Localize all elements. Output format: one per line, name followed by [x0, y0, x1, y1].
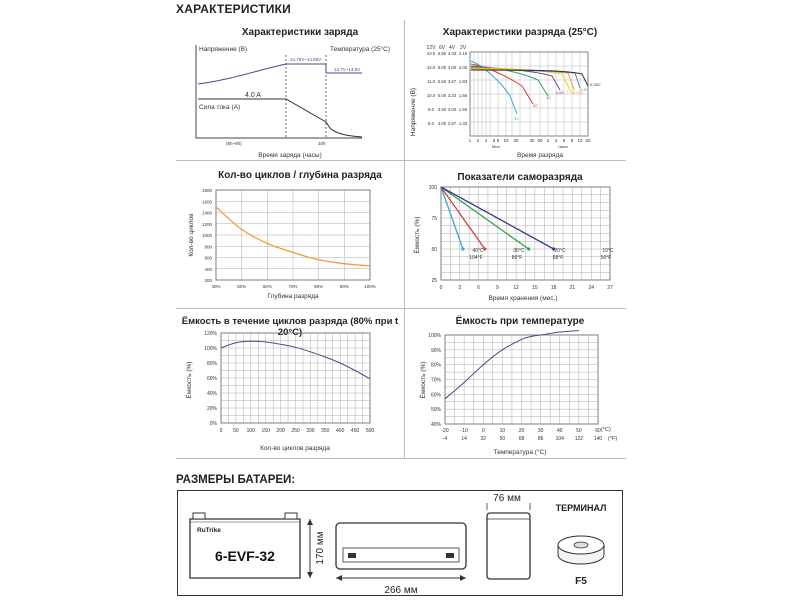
discharge-table-cell: 12.0 [426, 65, 436, 70]
length-arrow-left [336, 575, 342, 581]
terminal-hole [574, 542, 588, 548]
discharge-table-cell: 2.00 [458, 65, 468, 70]
cycles-y-tick: 400 [204, 266, 212, 272]
charge-time-right: 10h [318, 141, 326, 146]
discharge-x-tick-min: 60 [537, 138, 543, 143]
discharge-unit-h: Часы [558, 144, 568, 149]
selfdischarge-label-c: 30°C [513, 248, 525, 254]
discharge-table-cell: 3.00 [447, 107, 457, 112]
discharge-table-cell: 2.67 [447, 121, 457, 126]
cycles-y-label: Кол-во циклов [188, 213, 195, 257]
selfdischarge-x-tick: 6 [477, 285, 480, 291]
discharge-curve-label: 0.1C [580, 87, 589, 92]
height-arrow-bottom [307, 572, 313, 578]
selfdischarge-label-f: 86°F [511, 255, 523, 261]
terminal-title: ТЕРМИНАЛ [555, 503, 607, 513]
discharge-x-tick-h: 10 [577, 138, 583, 143]
tempcap-x-tick-f: 140 [593, 436, 603, 442]
selfdischarge-x-label: Время хранения (мес.) [488, 295, 558, 302]
cycles-y-tick: 1800 [201, 188, 212, 193]
discharge-x-tick-min: 8 [496, 138, 500, 143]
cycles-x-tick: 80% [314, 284, 324, 289]
charge-v1-label: 14.75V~14.85V [290, 57, 322, 62]
charge-current-value: 4.0 A [245, 92, 261, 99]
battery-top-terminal-left [348, 553, 356, 558]
width-dimension-label: 76 мм [493, 493, 521, 504]
discharge-col-header: 6V [438, 45, 446, 51]
cycles-y-tick: 800 [204, 244, 212, 250]
cyclecap-x-tick: 300 [306, 428, 315, 434]
height-dimension-label: 170 мм [315, 531, 326, 565]
cyclecap-y-tick: 100% [204, 346, 217, 352]
tempcap-x-tick-c: 30 [537, 428, 544, 434]
selfdischarge-x-tick: 21 [569, 285, 576, 291]
cycles-y-tick: 1000 [201, 233, 212, 238]
discharge-curve-label: 0.4C [566, 89, 575, 94]
discharge-x-tick-h: 6 [562, 138, 566, 143]
discharge-table-cell: 4.00 [437, 121, 447, 126]
discharge-curve-label: 0.6C [556, 90, 565, 95]
discharge-x-tick-min: 40 [529, 138, 535, 143]
length-arrow-right [460, 575, 466, 581]
discharge-table-cell: 4.00 [447, 65, 457, 70]
discharge-table-cell: 6.50 [437, 51, 447, 56]
tempcap-x-tick-c: -10 [460, 428, 468, 434]
cyclecap-y-tick: 120% [204, 331, 217, 337]
discharge-x-tick-h: 8 [570, 138, 574, 143]
discharge-curve-label: 1C [546, 95, 552, 100]
discharge-x-tick-h: 2 [546, 138, 550, 143]
cycles-x-tick: 40% [211, 284, 221, 289]
tempcap-x-tick-c: 10 [499, 428, 506, 434]
discharge-col-header: 2V [459, 45, 467, 51]
cyclecap-x-tick: 150 [261, 428, 270, 434]
discharge-table-cell: 8.0 [428, 121, 434, 126]
discharge-table-cell: 1.50 [458, 107, 468, 112]
discharge-table-cell: 1.33 [458, 121, 468, 126]
cyclecap-x-tick: 350 [321, 428, 330, 434]
cyclecap-x-tick: 250 [291, 428, 300, 434]
discharge-x-tick-h: 4 [554, 138, 558, 143]
selfdischarge-label-c: 20°C [554, 248, 566, 254]
discharge-table-cell: 11.0 [426, 79, 436, 84]
charge-x-label: Время заряда (часы) [258, 152, 322, 159]
cyclecap-x-label: Кол-во циклов разряда [260, 445, 330, 452]
cycles-x-tick: 90% [339, 284, 349, 289]
selfdischarge-label-c: 40°C [472, 248, 484, 254]
discharge-x-tick-min: 6 [492, 138, 496, 143]
tempcap-x-label: Температура (°С) [493, 449, 547, 456]
battery-model-label: 6-EVF-32 [215, 548, 275, 564]
discharge-table-cell: 5.50 [437, 79, 447, 84]
cyclecap-y-tick: 40% [206, 391, 217, 397]
battery-brand-logo: RuTrike [197, 527, 221, 534]
selfdischarge-x-tick: 0 [439, 285, 443, 291]
selfdischarge-y-tick: 50 [431, 247, 437, 253]
cyclecap-y-tick: 80% [206, 361, 217, 367]
discharge-curve-label: 0.05C [590, 82, 601, 87]
discharge-table-cell: 1.66 [458, 93, 468, 98]
discharge-table-cell: 10.0 [426, 93, 436, 98]
selfdischarge-label-f: 68°F [552, 255, 564, 261]
cyclecap-y-tick: 60% [206, 376, 217, 382]
selfdischarge-x-tick: 24 [588, 285, 595, 291]
discharge-table-cell: 9.0 [428, 107, 434, 112]
height-arrow-top [307, 519, 313, 525]
tempcap-unit-f: (°F) [608, 436, 618, 442]
battery-top-view [336, 523, 466, 569]
selfdischarge-x-tick: 3 [458, 285, 462, 291]
tempcap-x-tick-f: 104 [555, 436, 564, 442]
tempcap-y-tick: 90% [430, 347, 441, 354]
discharge-y-label: Напряжение (В) [410, 87, 417, 137]
cyclecap-x-tick: 500 [365, 428, 375, 434]
tempcap-x-tick-f: 122 [574, 436, 584, 442]
cycles-x-tick: 50% [237, 284, 247, 289]
battery-side-view [487, 513, 530, 579]
cycles-x-tick: 100% [364, 284, 376, 289]
tempcap-y-label: Ёмкость (%) [420, 361, 427, 399]
charge-voltage-label: Напряжение (В) [199, 46, 248, 53]
charge-v2-label: 13.7V~13.9V [334, 67, 361, 72]
tempcap-x-tick-f: 32 [480, 436, 487, 442]
cyclecap-y-tick: 20% [206, 406, 217, 412]
selfdischarge-y-label: Ёмкость (%) [414, 216, 421, 254]
tempcap-x-tick-f: 50 [499, 436, 506, 442]
selfdischarge-y-tick: 100 [428, 185, 437, 191]
discharge-x-tick-min: 1 [468, 138, 472, 143]
selfdischarge-y-tick: 25 [431, 278, 437, 284]
cycles-y-tick: 600 [204, 255, 212, 261]
cycles-chart-title: Кол-во циклов / глубина разряда [218, 170, 382, 181]
terminal-type-label: F5 [575, 576, 587, 587]
charge-chart-title: Характеристики заряда [241, 27, 359, 38]
tempcap-y-tick: 50% [430, 407, 441, 414]
discharge-table-cell: 3.33 [447, 93, 457, 98]
page-title: ХАРАКТЕРИСТИКИ [176, 2, 291, 16]
discharge-unit-min: Мин [492, 144, 500, 149]
cyclecap-x-tick: 450 [350, 428, 360, 434]
selfdischarge-x-tick: 15 [532, 285, 538, 291]
tempcap-x-tick-c: 0 [481, 428, 485, 434]
discharge-x-tick-min: 10 [503, 138, 509, 143]
tempcap-y-tick: 70% [430, 377, 441, 384]
discharge-x-tick-h: 20 [585, 138, 591, 143]
discharge-x-tick-min: 20 [513, 138, 519, 143]
discharge-table-cell: 13.0 [426, 51, 436, 56]
tempcap-x-tick-c: 50 [576, 428, 582, 434]
cycles-y-tick: 1600 [201, 199, 212, 205]
charge-current-label: Сила тока (А) [199, 104, 241, 111]
battery-front-terminal-left [193, 513, 205, 519]
length-dimension-label: 266 мм [384, 585, 418, 596]
tempcap-chart-title: Ёмкость при температуре [455, 316, 585, 327]
cyclecap-y-tick: 0% [209, 421, 217, 427]
charge-time-left: (6h~8h) [226, 141, 242, 146]
discharge-x-tick-min: 2 [476, 138, 480, 143]
tempcap-x-tick-c: 60 [595, 428, 601, 434]
tempcap-y-tick: 60% [430, 392, 441, 399]
discharge-curve-label: 3C [514, 116, 520, 121]
selfdischarge-label-f: 104°F [469, 255, 483, 261]
tempcap-x-tick-c: 20 [518, 428, 525, 434]
cyclecap-x-tick: 50 [233, 428, 239, 434]
battery-side-body [487, 513, 530, 579]
selfdischarge-x-tick: 9 [495, 285, 499, 291]
discharge-table-cell: 3.67 [447, 79, 457, 84]
cycles-y-tick: 1400 [201, 210, 212, 216]
cyclecap-x-tick: 400 [336, 428, 345, 434]
tempcap-x-tick-f: 86 [537, 436, 544, 442]
discharge-curve-label: 2C [533, 103, 539, 108]
tempcap-y-tick: 80% [430, 362, 441, 369]
cyclecap-chart-title: Ёмкость в течение циклов разряда (80% при t 20°С) [181, 316, 399, 338]
selfdischarge-label-c: 10°C [602, 248, 614, 254]
cycles-y-tick: 200 [204, 278, 212, 283]
discharge-table-cell: 4.33 [447, 51, 457, 56]
discharge-table-cell: 4.50 [437, 107, 447, 112]
discharge-table-cell: 6.00 [437, 65, 447, 70]
cycles-x-tick: 60% [262, 284, 272, 289]
discharge-table-cell: 1.83 [458, 79, 468, 84]
selfdischarge-chart-title: Показатели саморазряда [457, 172, 583, 183]
cycles-y-tick: 1200 [201, 221, 212, 227]
discharge-x-label: Время разряда [517, 152, 563, 159]
cyclecap-y-label: Ёмкость (%) [186, 361, 193, 399]
tempcap-x-tick-f: 14 [461, 436, 467, 442]
selfdischarge-label-f: 50°F [600, 255, 612, 261]
discharge-chart-title: Характеристики разряда (25°С) [442, 27, 598, 38]
charge-temp-label: Температура (25°С) [330, 46, 391, 53]
cycles-x-label: Глубина разряда [267, 293, 319, 300]
discharge-curve-label: 0.25C [573, 90, 584, 95]
selfdischarge-y-tick: 75 [431, 216, 437, 222]
terminal-icon [558, 536, 604, 564]
discharge-x-tick-min: 4 [484, 138, 488, 143]
cyclecap-x-tick: 0 [219, 428, 223, 434]
tempcap-y-tick: 40% [430, 422, 441, 428]
tempcap-y-tick: 100% [428, 333, 441, 339]
battery-top-terminal-right [446, 553, 454, 558]
cycles-x-tick: 70% [288, 284, 298, 289]
tempcap-x-tick-c: 40 [556, 428, 563, 434]
battery-front-view [190, 513, 300, 578]
tempcap-x-tick-c: -20 [441, 428, 449, 434]
cyclecap-x-tick: 100 [246, 428, 255, 434]
tempcap-x-tick-f: -4 [442, 436, 448, 442]
discharge-table-cell: 2.16 [458, 51, 468, 56]
tempcap-unit-c: (°С) [601, 427, 611, 433]
tempcap-x-tick-f: 68 [518, 436, 525, 442]
selfdischarge-x-tick: 18 [550, 285, 557, 291]
discharge-col-header: 4V [448, 45, 456, 51]
selfdischarge-x-tick: 12 [513, 285, 519, 291]
discharge-col-header: 12V [426, 45, 436, 51]
cyclecap-x-tick: 200 [276, 428, 285, 434]
selfdischarge-x-tick: 27 [607, 285, 613, 291]
discharge-table-cell: 5.00 [437, 93, 447, 98]
dimensions-title: РАЗМЕРЫ БАТАРЕИ: [176, 474, 296, 486]
battery-front-terminal-right [285, 513, 297, 519]
battery-top-panel [343, 548, 459, 562]
